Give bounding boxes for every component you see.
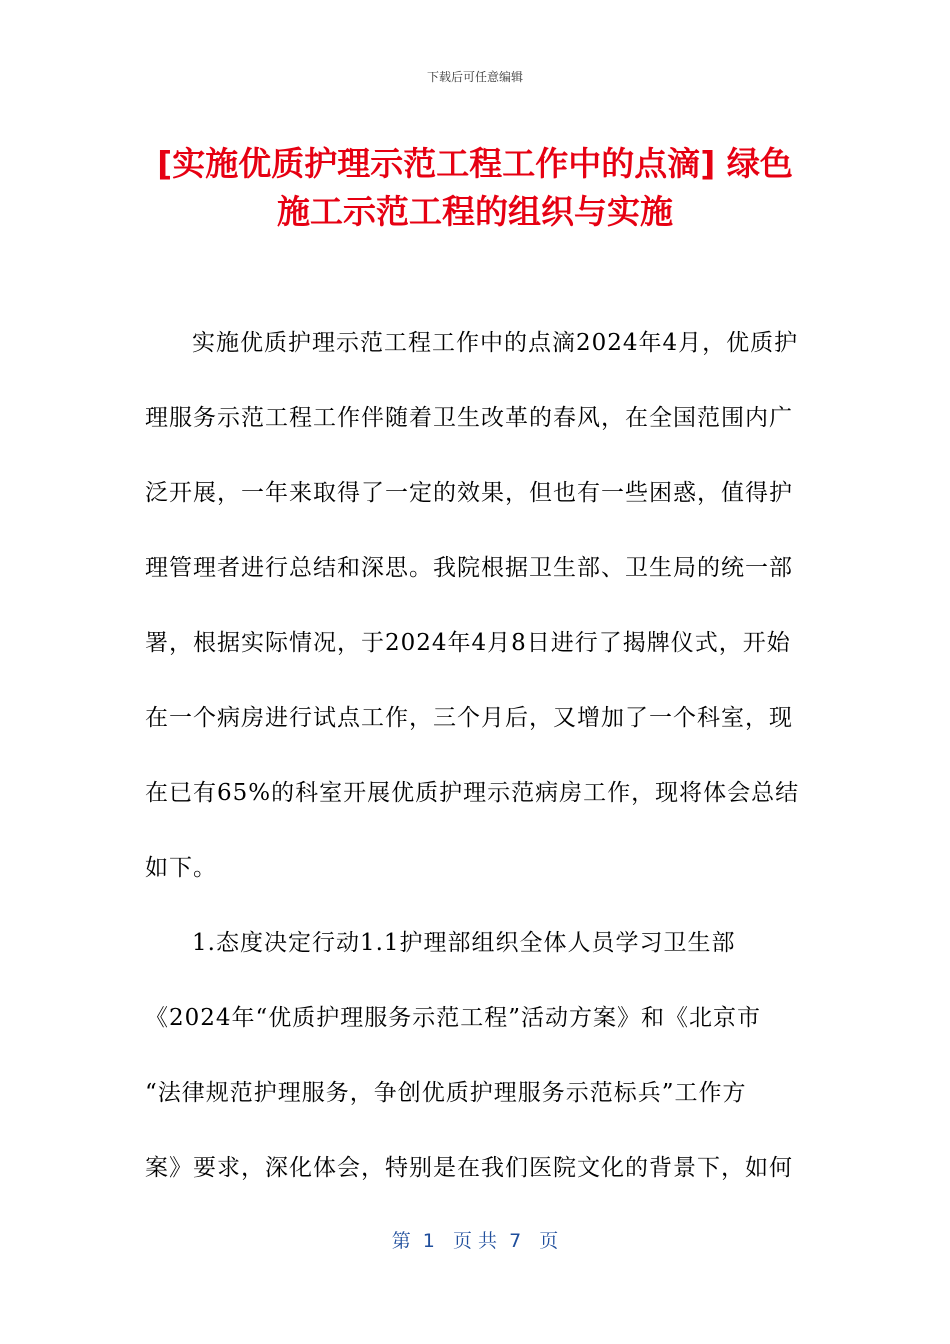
page-footer: 第 1 页 共 7 页 [391,1230,559,1252]
text-line: 案》要求，深化体会，特别是在我们医院文化的背景下，如何 [145,1155,793,1181]
document-body [145,306,805,1206]
document-title [100,140,850,236]
text-line: 实施优质护理示范工程工作中的点滴2024年4月，优质护 [192,330,799,356]
text-line: 1.态度决定行动1.1护理部组织全体人员学习卫生部 [192,930,736,956]
text-line: 理服务示范工程工作伴随着卫生改革的春风，在全国范围内广 [145,405,793,431]
text-line: 在一个病房进行试点工作，三个月后，又增加了一个科室，现 [145,705,793,731]
text-line: 在已有65%的科室开展优质护理示范病房工作，现将体会总结 [145,780,800,806]
text-line: 如下。 [145,855,217,881]
paragraph-section-1 [145,906,805,1206]
text-line: 署，根据实际情况，于2024年4月8日进行了揭牌仪式，开始 [145,630,791,656]
title-line: 施工示范工程的组织与实施 [277,192,673,231]
text-line: “法律规范护理服务，争创优质护理服务示范标兵”工作方 [145,1080,747,1106]
text-line: 理管理者进行总结和深思。我院根据卫生部、卫生局的统一部 [145,555,793,581]
header-note: 下载后可任意编辑 [426,70,523,84]
title-line: [实施优质护理示范工程工作中的点滴] 绿色 [157,144,793,183]
text-line: 泛开展，一年来取得了一定的效果，但也有一些困惑，值得护 [145,480,793,506]
text-line: 《2024年“优质护理服务示范工程”活动方案》和《北京市 [145,1005,762,1031]
paragraph-intro [145,306,805,906]
